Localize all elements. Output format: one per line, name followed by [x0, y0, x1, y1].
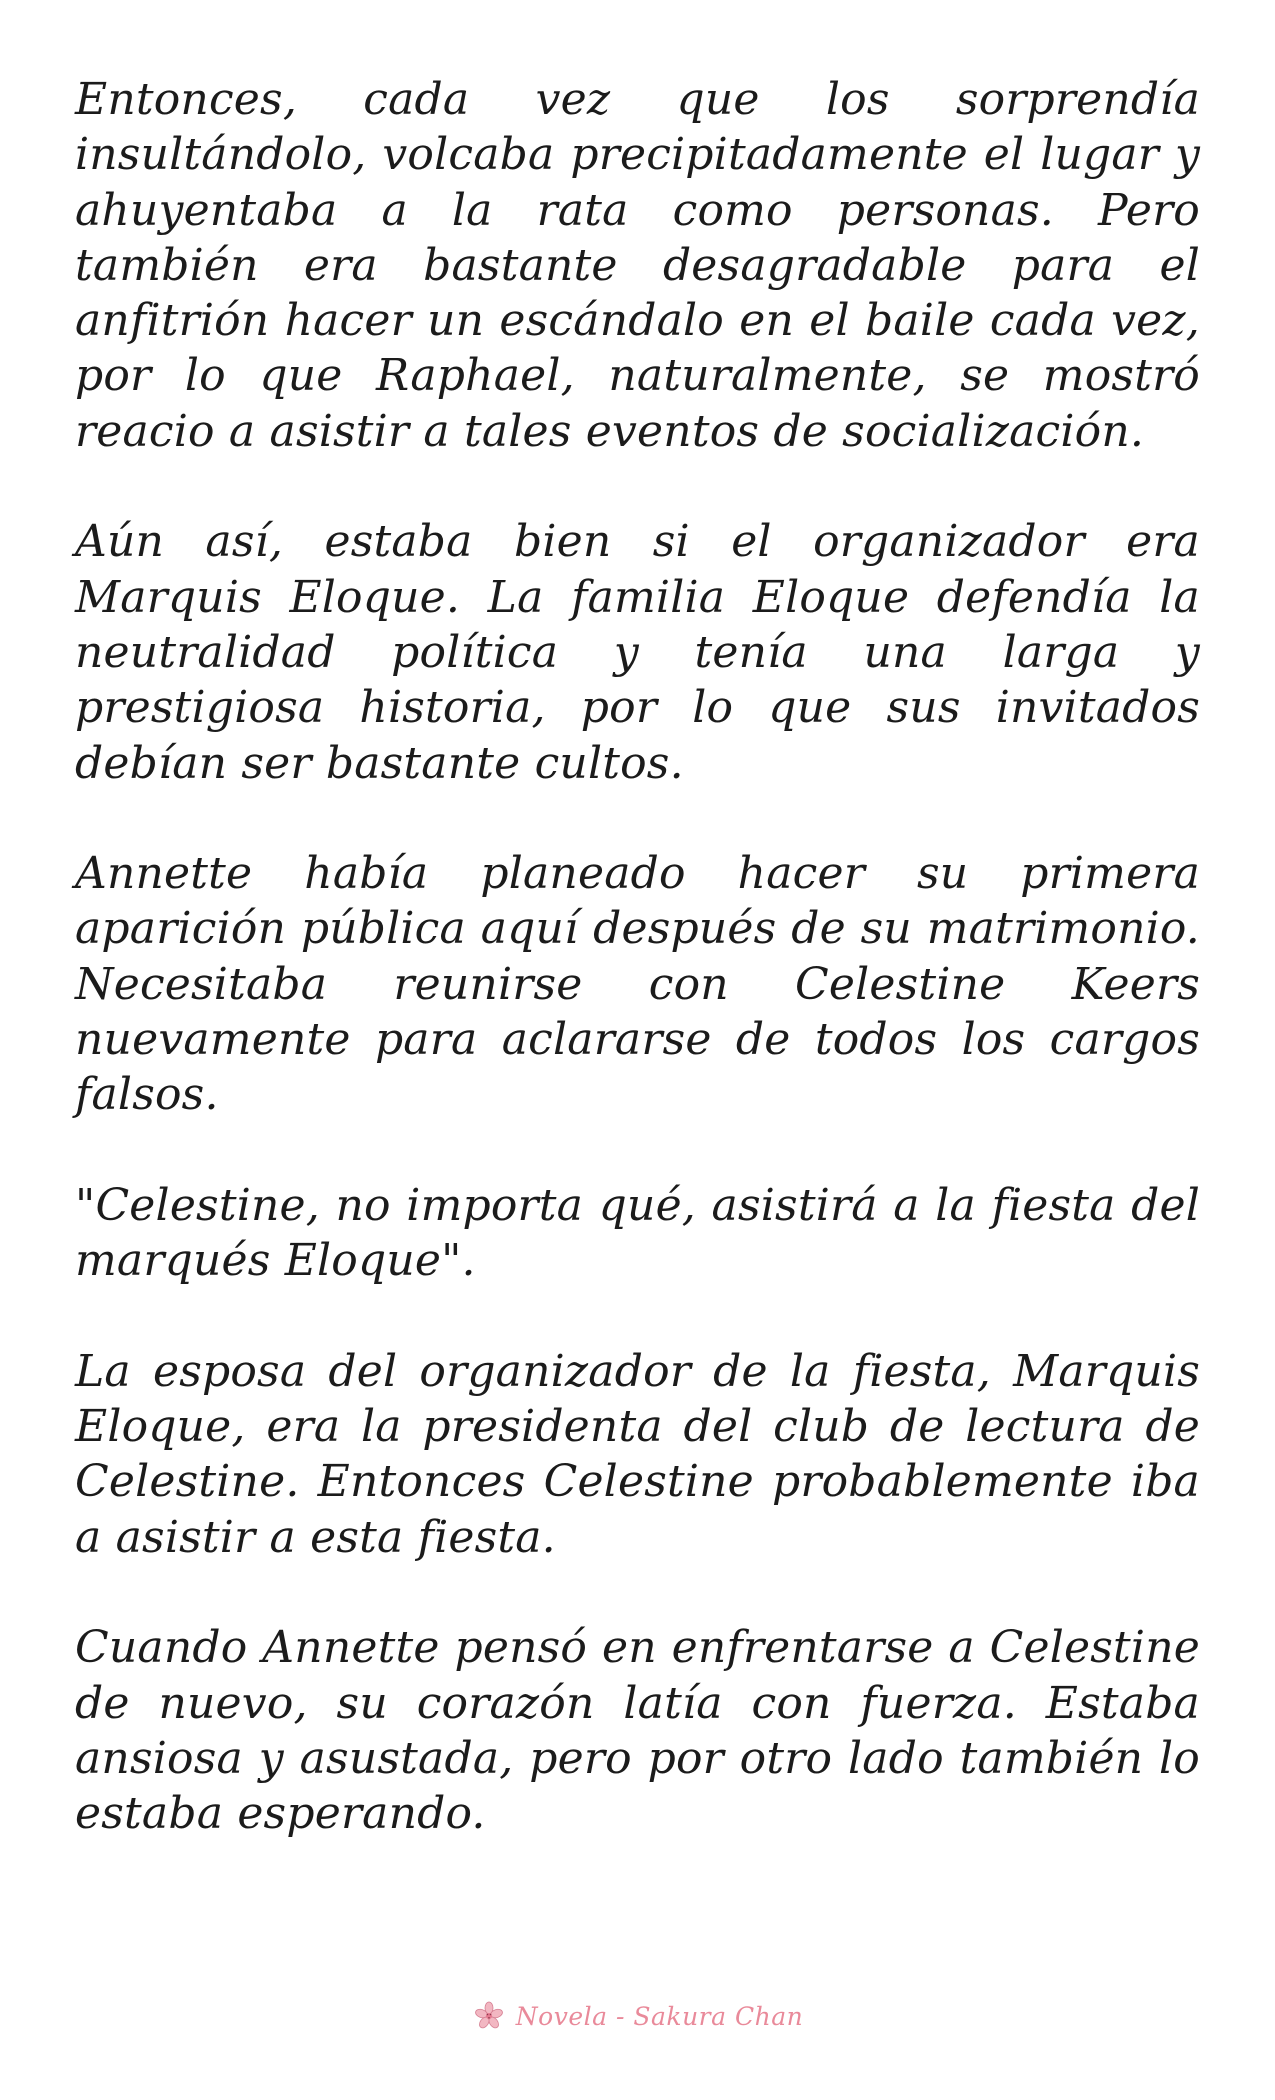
- paragraph-4-dialogue: "Celestine, no importa qué, asistirá a la fiesta del marqués Eloque".: [75, 1179, 1200, 1287]
- footer-credit-text: Novela - Sakura Chan: [515, 2001, 804, 2031]
- sakura-flower-icon: [472, 1999, 506, 2033]
- footer-watermark: [0, 1996, 1275, 2036]
- paragraph-5: La esposa del organizador de la fiesta, Marquis Eloque, era la presidenta del club de lectura de Celestine. Entonces Celestine probablemente iba a asistir a esta fiesta.: [75, 1345, 1200, 1563]
- paragraph-3: Annette había planeado hacer su primera aparición pública aquí después de su matrimonio. Necesitaba reunirse con Celestine Keers nuevamente para aclararse de todos los cargos falsos.: [75, 848, 1200, 1121]
- paragraph-6: Cuando Annette pensó en enfrentarse a Celestine de nuevo, su corazón latía con fuerza. Estaba ansiosa y asustada, pero por otro lado también lo estaba esperando.: [75, 1622, 1200, 1840]
- paragraph-2: Aún así, estaba bien si el organizador era Marquis Eloque. La familia Eloque defendía la neutralidad política y tenía una larga y prestigiosa historia, por lo que sus invitados debían ser bastante cultos.: [75, 516, 1200, 789]
- paragraph-1: Entonces, cada vez que los sorprendía insultándolo, volcaba precipitadamente el lugar y ahuyentaba a la rata como personas. Pero también era bastante desagradable para el anfitrión hacer un escándalo en el baile cada vez, por lo que Raphael, naturalmente, se mostró reacio a asistir a tales eventos de socialización.: [75, 74, 1200, 457]
- novel-text-body: [75, 72, 1200, 1897]
